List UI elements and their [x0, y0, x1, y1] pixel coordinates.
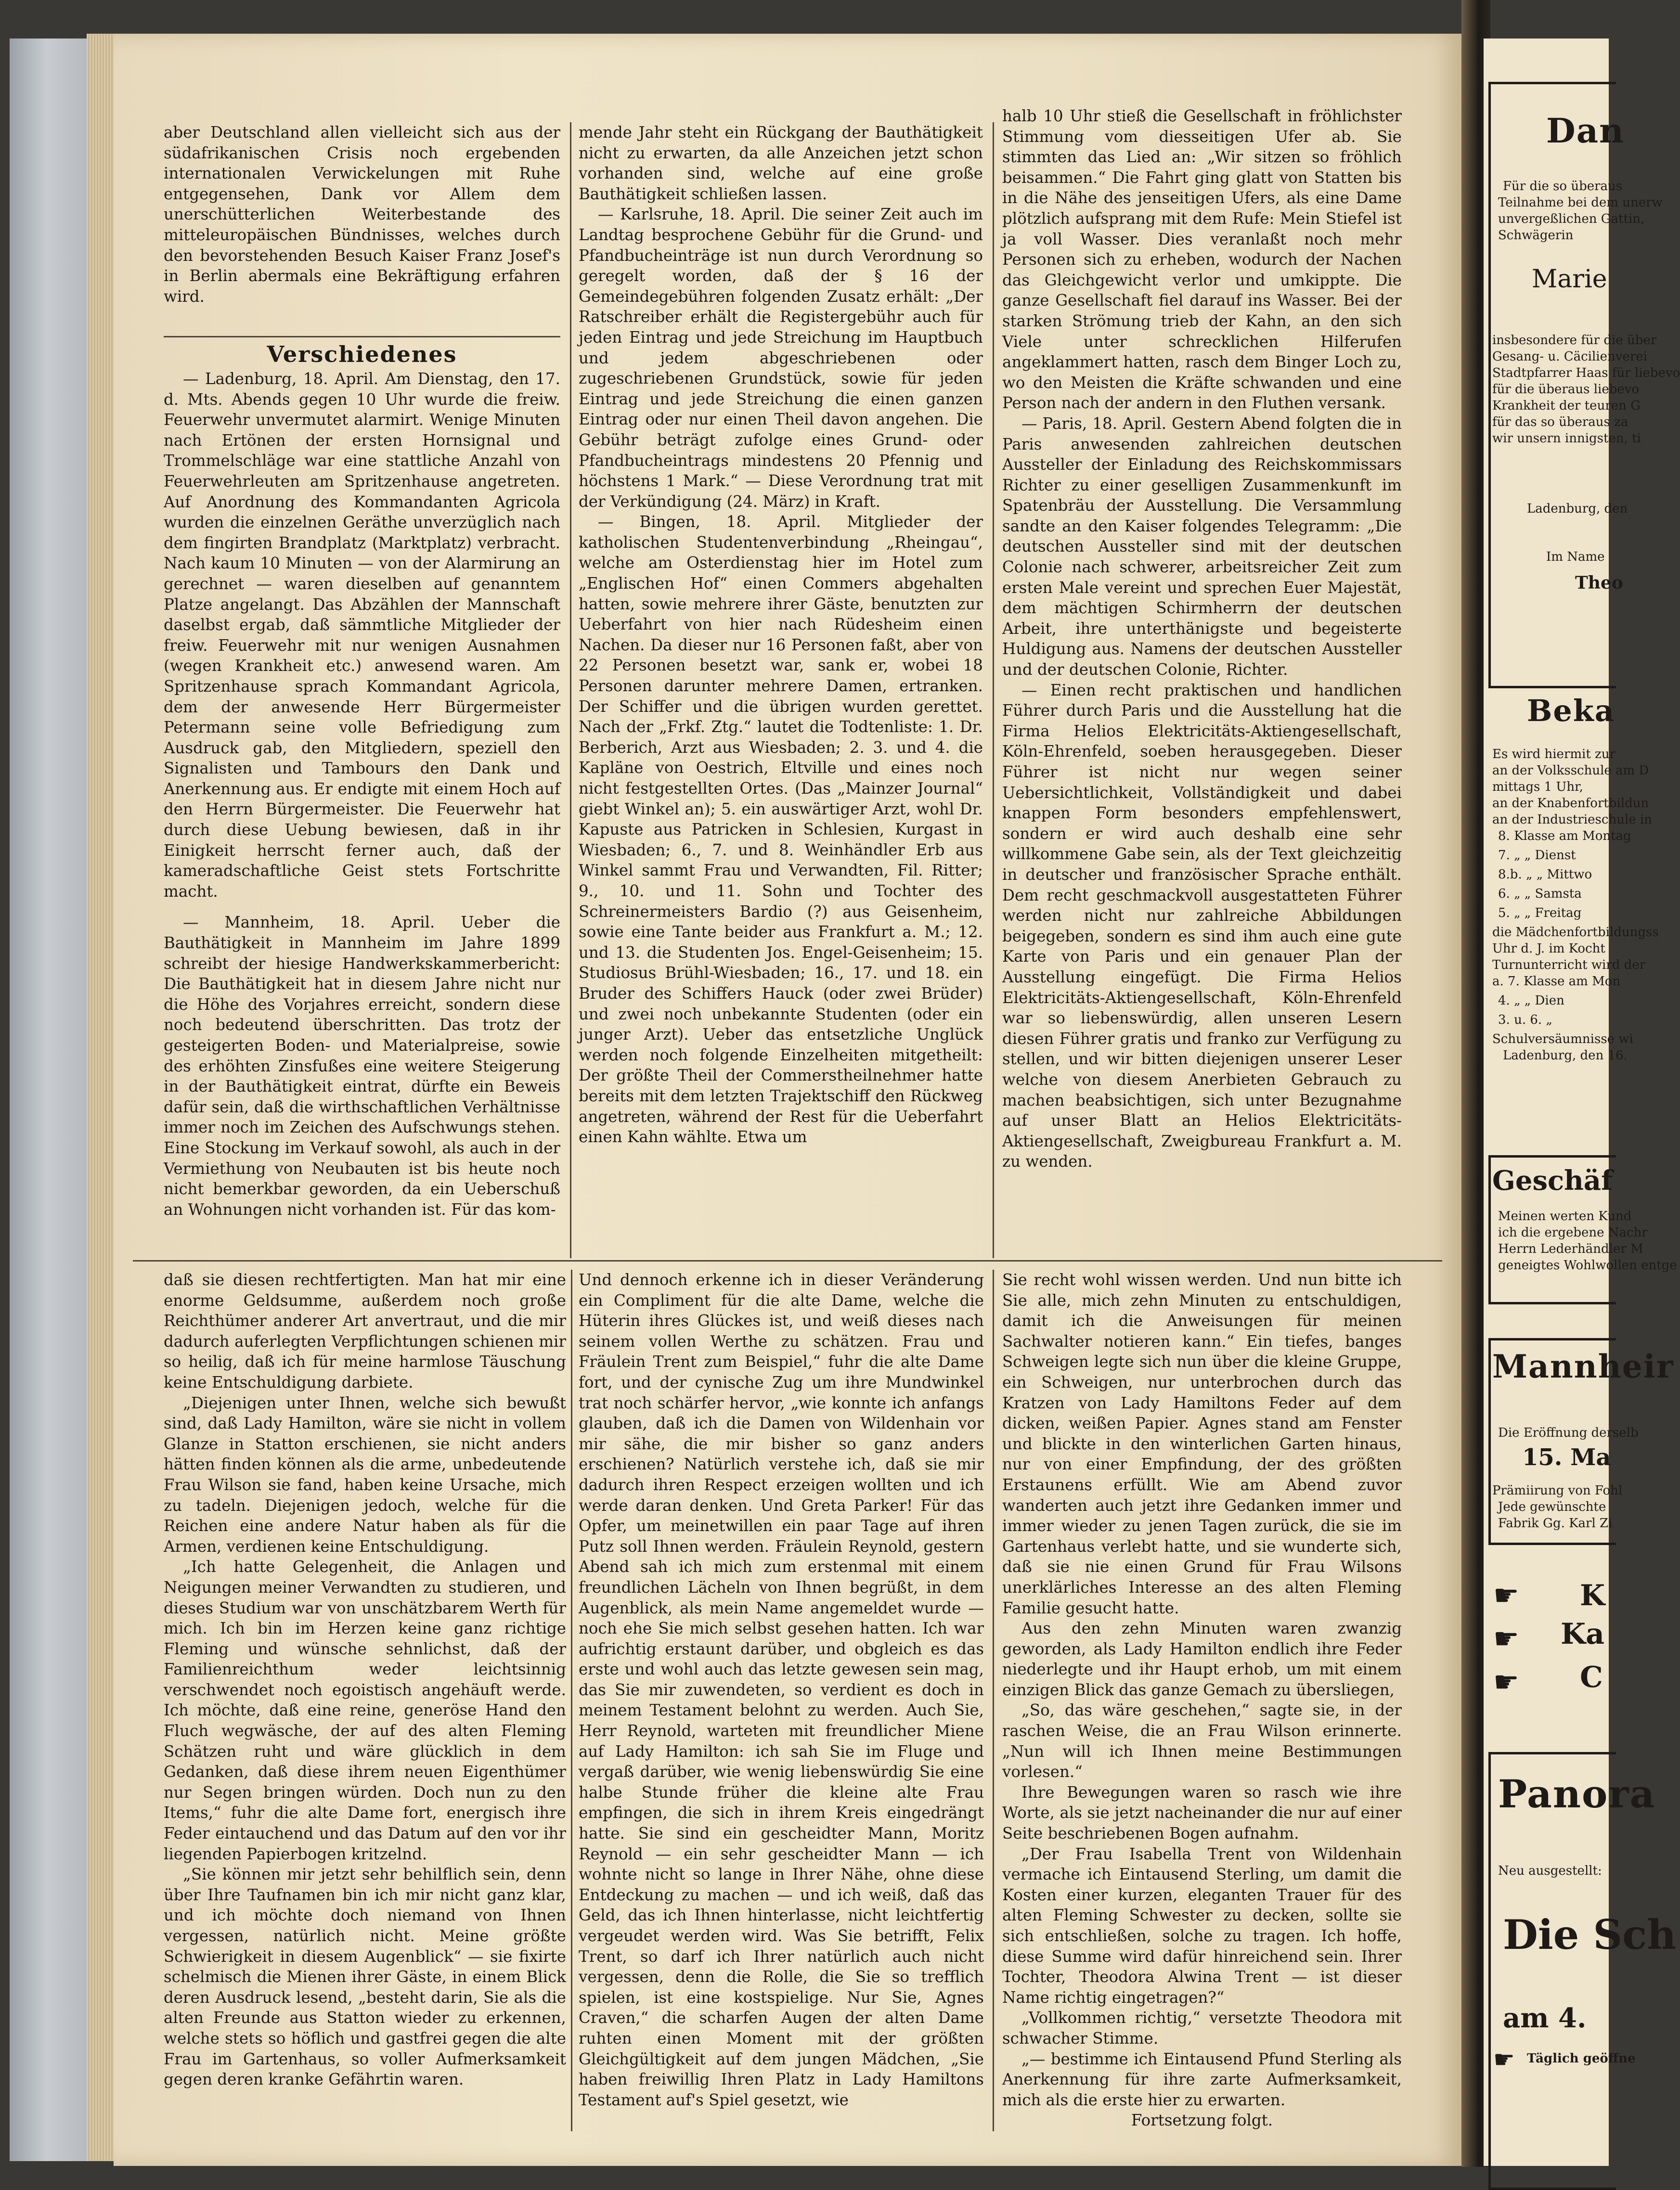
ad-line: 5. „ „ Freitag: [1498, 906, 1582, 920]
novel-paragraph: Sie recht wohl wissen werden. Und nun bitte ich Sie alle, mich zehn Minuten zu entschuldigen, damit ich die Anweisungen für meinen Sachwalter notieren kann.“ Ein tiefes, banges Schweigen legte sich nun über die kleine Gruppe, ein Schweigen, nur unterbrochen durch das Kratzen von Lady Hamiltons Feder auf dem dicken, weißen Papier. Agnes stand am Fenster und blickte in den winterlichen Garten hinaus, nur von einer Empfindung, der des größten Erstaunens erfüllt. Wie am Abend zuvor wanderten auch jetzt ihre Gedanken immer und immer wieder zu jenen Tagen zurück, die sie im Gartenhaus verlebt hatte, und sie wunderte sich, daß sie nie einen Grund für Frau Wilsons unerklärliches Interesse an des alten Fleming Familie gesucht hatte.: [1002, 1271, 1402, 1617]
ad-line: Fabrik Gg. Karl Zi: [1498, 1516, 1613, 1531]
ad-line: geneigtes Wohlwollen entge: [1498, 1258, 1677, 1273]
novel-paragraph: Ihre Bewegungen waren so rasch wie ihre Worte, als sie jetzt nacheinander die nur auf einer Seite beschriebenen Bogen aufnahm.: [1002, 1783, 1402, 1843]
ad-line: Gesang- u. Cäcilienverei: [1492, 349, 1647, 364]
ad-line: Meinen werten Kund: [1498, 1209, 1632, 1224]
newspaper-page: [114, 34, 1461, 2166]
article-helios: — Einen recht praktischen und handlichen Führer durch Paris und die Ausstellung hat die Firma Helios Elektricitäts-Aktiengesellschaft, Köln-Ehrenfeld, soeben herausgegeben. Dieser Führer ist nicht nur wegen seiner Uebersichtlichkeit, Vollständigkeit und dabei knappen Form besonders empfehlenswert, sondern er wird auch deshalb eine sehr willkommene Gabe sein, als der Text gleichzeitig in deutscher und französischer Sprache enthält. Dem recht geschmackvoll ausgestatteten Führer werden nicht nur zahlreiche Abbildungen beigegeben, sondern es sind ihm auch eine gute Karte von Paris und ein genauer Plan der Ausstellung eingefügt. Die Firma Helios Elektricitäts-Aktiengesellschaft, Köln-Ehrenfeld war so liebenswürdig, allen unseren Lesern diesen Führer gratis und franko zur Verfügung zu stellen, und wir bitten diejenigen unserer Leser welche von diesem Anerbieten Gebrauch zu machen beabsichtigen, sich unter Bezugnahme auf unser Blatt an Helios Elektricitäts-Aktiengesellschaft, Zweigbureau Frankfurt a. M. zu wenden.: [1002, 681, 1402, 1171]
ad-pointing-hand-icon: ☛: [1493, 1665, 1519, 1699]
ad-heading-mannheim: Mannheir: [1492, 1348, 1674, 1385]
ad-heading-ka: Ka: [1561, 1617, 1605, 1651]
ad-signature: Theo: [1575, 573, 1623, 593]
ad-date: am 4.: [1503, 2002, 1587, 2034]
column-top-right: [1002, 106, 1402, 1256]
ad-box-panorama: [1488, 1752, 1677, 2190]
ad-line: Ladenburg, den 16.: [1503, 1048, 1628, 1063]
ad-line: an der Industrieschule in: [1492, 812, 1652, 827]
ad-line: Stadtpfarrer Haas für liebevo: [1492, 366, 1680, 380]
ad-heading-k: K: [1580, 1579, 1605, 1612]
ad-heading-geschaeft: Geschäf: [1492, 1165, 1613, 1197]
column-bottom-right: [1002, 1270, 1402, 2136]
ad-line: für die überaus liebevo: [1492, 382, 1640, 397]
section-rule: [164, 336, 560, 337]
section-heading: Verschiedenes: [267, 341, 457, 367]
novel-paragraph: Aus den zehn Minuten waren zwanzig geworden, als Lady Hamilton endlich ihre Feder niederlegte und ihr Haupt erhob, um mit einem einzigen Blick das ganze Gemach zu übersliegen,: [1002, 1619, 1402, 1699]
ad-line: an der Volksschule am D: [1492, 763, 1649, 778]
ad-pointing-hand-icon: ☛: [1493, 1622, 1519, 1656]
novel-paragraph: Und dennoch erkenne ich in dieser Veränderung ein Compliment für die alte Dame, welche die Hüterin ihres Glückes ist, und weiß dieses nach seinem vollen Werthe zu schätzen. Frau und Fräulein Trent zum Beispiel,“ fuhr die alte Dame fort, und der cynische Zug um ihre Mundwinkel trat noch schärfer hervor, „wie konnte ich anfangs glauben, daß ich die Damen von Wildenhain vor mir sähe, die mir bisher so ganz anders erschienen? Natürlich verstehe ich, daß sie mir dadurch ihren Respect erzeigen wollten und ich werde daran denken. Und Greta Parker! Für das Opfer, um meinetwillen ein paar Tage auf ihren Putz soll Ihnen werden. Fräulein Reynold, gestern Abend sah ich mich zum erstenmal mit einem freundlichen Lächeln von Ihnen begrüßt, in dem Augenblick, als mein Name angemeldet wurde — noch ehe Sie mich selbst gesehen hatten. Ich war aufrichtig erstaunt darüber, und obgleich es das erste und wohl auch das letzte gewesen sein mag, das Sie mir zuwendeten, so verdient es doch in meinem Testament belohnt zu werden. Auch Sie, Herr Reynold, warteten mit freundlicher Miene auf Lady Hamilton: ich sah Sie im Fluge und vergaß darüber, wie wenig liebenswürdig Sie eine halbe Stunde früher die kleine alte Frau empfingen, die sich in ihrem Kreis eingedrängt hatte. Sie sind ein gescheidter Mann, Moritz Reynold — ein sehr gescheidter Mann — ich wohnte nicht so lange in Ihrer Nähe, ohne diese Entdeckung zu machen — und ich weiß, daß das Geld, das ich Ihnen hinterlasse, nicht leichtfertig vergeudet werden wird. Was Sie betrifft, Felix Trent, so darf ich Ihrer natürlich auch nicht vergessen, denn die Rolle, die Sie so trefflich spielen, ist eine kostspielige. Nur Sie, Agnes Craven,“ die scharfen Augen der alten Dame ruhten einen Moment mit der größten Gleichgültigkeit auf dem jungen Mädchen, „Sie haben freiwillig Ihren Platz in Lady Hamiltons Testament auf's Spiel gesetzt, wie: [579, 1271, 984, 2109]
column-divider: [993, 1270, 994, 2131]
ad-line: mittags 1 Uhr,: [1492, 780, 1583, 794]
ad-line: Krankheit der teuren G: [1492, 399, 1641, 413]
ad-line: Teilnahme bei dem unerw: [1498, 195, 1663, 210]
ad-line: a. 7. Klasse am Mon: [1492, 974, 1621, 989]
article-karlsruhe: — Karlsruhe, 18. April. Die seiner Zeit auch im Landtag besprochene Gebühr für die Grund- und Pfandbucheinträge ist nun durch Verordnung so geregelt worden, daß der § 16 der Gemeindegebühren folgenden Zusatz erhält: „Der Ratschreiber erhält die Registergebühr auch für jeden Eintrag und jede Streichung im Hauptbuch und jedem abgeschriebenen oder zugeschriebenen Grundstück, sowie für jeden Eintrag und jede Streichung die einen ganzen Eintrag oder nur einen Theil davon angehen. Die Gebühr beträgt zufolge eines Grund- oder Pfandbucheintrags mindestens 20 Pfennig und höchstens 1 Mark.“ — Diese Verordnung trat mit der Verkündigung (24. März) in Kraft.: [579, 205, 983, 511]
ad-title: Die Sch: [1503, 1911, 1677, 1958]
ad-line: Neu ausgestellt:: [1498, 1864, 1602, 1878]
ad-line: Prämiirung von Fohl: [1492, 1483, 1623, 1498]
ad-line: wir unsern innigsten, ti: [1492, 431, 1641, 446]
paragraph: mende Jahr steht ein Rückgang der Bauthätigkeit nicht zu erwarten, da alle Anzeichen jetzt schon vorhanden sind, welche auf eine große Bauthätigkeit schließen lassen.: [579, 123, 983, 203]
novel-paragraph: „So, das wäre geschehen,“ sagte sie, in der raschen Weise, die an Frau Wilson erinnerte. „Nun will ich Ihnen meine Bestimmungen vorlesen.“: [1002, 1701, 1402, 1781]
ad-line: Die Eröffnung derselb: [1498, 1426, 1639, 1440]
paragraph: aber Deutschland allen vielleicht sich aus der südafrikanischen Crisis noch ergebenden internationalen Verwickelungen mit Ruhe entgegensehen, Dank vor Allem dem unerschütterlichen Weiterbestande des mitteleuropäischen Bündnisses, welches durch den bevorstehenden Besuch Kaiser Franz Josef's in Berlin abermals eine Bekräftigung erfahren wird.: [164, 123, 560, 306]
continuation-note: Fortsetzung folgt.: [1131, 2111, 1273, 2130]
article-bingen: — Bingen, 18. April. Mitglieder der katholischen Studentenverbindung „Rheingau“, welche am Osterdienstag hier im Hotel zum „Englischen Hof“ einen Commers abgehalten hatten, sowie mehrere ihrer Gäste, benutzten zur Ueberfahrt von hier nach Rüdesheim einen Nachen. Da dieser nur 16 Personen faßt, aber von 22 Personen besetzt war, sank er, wobei 18 Personen darunter mehrere Damen, ertranken. Der Schiffer und die übrigen wurden gerettet. Nach der „Frkf. Ztg.“ lautet die Todtenliste: 1. Dr. Berberich, Arzt aus Wiesbaden; 2. 3. und 4. die Kapläne von Oestrich, Eltville und eines noch nicht festgestellten Ortes. (Das „Mainzer Journal“ giebt Winkel an); 5. ein auswärtiger Arzt, wohl Dr. Kapuste aus Patricken in Schlesien, Kurgast in Wiesbaden; 6., 7. und 8. Weinhändler Erb aus Winkel sammt Frau und Verwandten, Fil. Ritter; 9., 10. und 11. Sohn und Tochter des Schreinermeisters Bardio (?) aus Geisenheim, sowie eine Tante beider aus Frankfurt a. M.; 12. und 13. die Studenten Jos. Engel-Geisenheim; 15. Studiosus Brühl-Wiesbaden; 16., 17. und 18. ein Bruder des Schiffers Hauck (oder zwei Brüder) und zwei noch unbekannte Studenten (oder ein junger Arzt). Ueber das entsetzliche Unglück werden noch folgende Einzelheiten mitgetheilt: Der größte Theil der Commerstheilnehmer hatte bereits mit dem letzten Trajektschiff den Rückweg angetreten, während der Rest für die Ueberfahrt einen Kahn wählte. Etwa um: [579, 513, 983, 1147]
ad-line: Schwägerin: [1498, 228, 1574, 243]
adjacent-page-ads: [1484, 39, 1680, 2166]
ad-line: Turnunterricht wird der: [1492, 958, 1646, 972]
ad-line: für das so überaus za: [1492, 415, 1628, 429]
column-divider: [570, 122, 571, 1258]
ad-heading-bekanntmachung: Beka: [1527, 693, 1615, 728]
ad-line: Jede gewünschte: [1498, 1500, 1606, 1514]
ad-line: Es wird hiermit zur: [1492, 747, 1615, 761]
ad-line: 6. „ „ Samsta: [1498, 887, 1582, 901]
novel-paragraph: „— bestimme ich Eintausend Pfund Sterling als Anerkennung für ihre zarte Aufmerksamkeit, mich als die erste hier zu erwarten.: [1002, 2049, 1402, 2109]
column-top-left-news: [164, 340, 560, 1235]
column-bottom-middle: [579, 1270, 984, 2136]
ad-heading-dank: Dan: [1546, 111, 1625, 151]
ad-line: 7. „ „ Dienst: [1498, 848, 1576, 863]
ad-line: Für die so überaus: [1503, 179, 1623, 193]
ad-line: ich die ergebene Nachr: [1498, 1225, 1648, 1240]
article-ladenburg: — Ladenburg, 18. April. Am Dienstag, den 17. d. Mts. Abends gegen 10 Uhr wurde die freiw. Feuerwehr unvermutet alarmirt. Wenige Minuten nach Ertönen der ersten Hornsignal und Trommelschläge war eine stattliche Anzahl von Feuerwehrleuten am Spritzenhause angetreten. Auf Anordnung des Kommandanten Agricola wurden die einzelnen Geräthe unverzüglich nach dem fingirten Brandplatz (Marktplatz) verbracht. Nach kaum 10 Minuten — von der Alarmirung an gerechnet — waren dieselben auf genanntem Platze angelangt. Das Abzählen der Mannschaft daselbst ergab, daß sämmtliche Mitglieder der freiw. Feuerwehr mit nur wenigen Ausnahmen (wegen Krankheit etc.) anwesend waren. Am Spritzenhause sprach Kommandant Agricola, dem der anwesende Herr Bürgermeister Petermann seine volle Befriedigung zum Ausdruck gab, den Mitgliedern, speziell den Signalisten und Tambours den Dank und Anerkennung aus. Er endigte mit einem Hoch auf den Herrn Bürgermeister. Die Feuerwehr hat durch diese Uebung bewiesen, daß in ihr Einigkeit herrscht ferner auch, daß der kameradschaftliche Geist stets Fortschritte macht.: [164, 370, 560, 901]
ad-pointing-hand-icon: ☛: [1493, 1579, 1519, 1612]
article-paris: — Paris, 18. April. Gestern Abend folgten die in Paris anwesenden zahlreichen deutschen Aussteller der Einladung des Reichskommissars Richter zu einer geselligen Zusammenkunft im Spatenbräu der Ausstellung. Die Versammlung sandte an den Kaiser folgendes Telegramm: „Die deutschen Aussteller sind mit der deutschen Colonie nach schwerer, arbeitsreicher Zeit zum ersten Male vereint und sprechen Euer Majestät, dem mächtigen Schirmherrn der deutschen Arbeit, ihre unterthänigste und begeisterte Huldigung aus. Namens der deutschen Aussteller und der deutschen Colonie, Richter.: [1002, 414, 1402, 679]
column-top-middle: [579, 122, 983, 1256]
ad-line: unvergeßlichen Gattin,: [1498, 212, 1645, 226]
novel-paragraph: „Vollkommen richtig,“ versetzte Theodora mit schwacher Stimme.: [1002, 2009, 1402, 2048]
column-bottom-left: [164, 1270, 566, 2136]
column-divider: [571, 1270, 572, 2131]
ad-heading-c: C: [1580, 1661, 1603, 1694]
ad-line: Uhr d. J. im Kocht: [1492, 941, 1605, 956]
ad-line: an der Knabenfortbildun: [1492, 796, 1649, 811]
ad-line: Schulversäumnisse wi: [1492, 1032, 1633, 1046]
ad-date: 15. Ma: [1522, 1444, 1611, 1471]
paragraph: halb 10 Uhr stieß die Gesellschaft in fröhlichster Stimmung vom diesseitigen Ufer ab. Sie stimmten das Lied an: „Wir sitzen so fröhlich beisammen.“ Die Fahrt ging glatt von Statten bis in die Nähe des jenseitigen Ufers, als eine Dame plötzlich aufsprang mit dem Rufe: Mein Stiefel ist ja voll Wasser. Dies veranlaßt noch mehr Personen sich zu erheben, wodurch der Nachen das Gleichgewicht verlor und umkippte. Die ganze Gesellschaft fiel darauf ins Wasser. Bei der starken Strömung trieb der Kahn, an den sich Viele unter schrecklichen Hilferufen angeklammert hatten, rasch dem Binger Loch zu, wo den Meisten die Kräfte schwanden und eine Person nach der andern in den Fluthen versank.: [1002, 107, 1402, 412]
page-stack-edge: [87, 34, 116, 2161]
novel-paragraph: „Ich hatte Gelegenheit, die Anlagen und Neigungen meiner Verwandten zu studieren, und dieses Studium war von unschätzbarem Werth für mich. Ich bin im Herzen keine ganz richtige Fleming und wünsche sehnlichst, daß der Familienreichthum weder leichtsinnig verschwendet noch egoistisch angehäuft werde. Ich möchte, daß eine reine, generöse Hand den Fluch wegwäsche, der auf des alten Fleming Schätzen ruht und wäre glücklich in dem Gedanken, daß diese ihrem neuen Eigenthümer nur Segen bringen würden. Doch nun zu den Items,“ fuhr die alte Dame fort, energisch ihre Feder eintauchend und das Datum auf den vor ihr liegenden Papierbogen kritzelnd.: [164, 1558, 566, 1863]
column-divider: [993, 122, 994, 1258]
ad-line: Herrn Lederhändler M: [1498, 1242, 1643, 1256]
column-top-left: [164, 122, 560, 332]
ad-line: 8.b. „ „ Mittwo: [1498, 867, 1592, 882]
novel-paragraph: „Der Frau Isabella Trent von Wildenhain vermache ich Eintausend Sterling, um damit die Kosten einer kurzen, eleganten Trauer für des alten Fleming Schwester zu decken, sollte sie sich entschließen, solche zu tragen. Ich hoffe, diese Summe wird dafür hinreichend sein. Ihrer Tochter, Theodora Alwina Trent — ist dieser Name richtig eingetragen?“: [1002, 1844, 1402, 2007]
ad-line: Täglich geöffne: [1527, 2051, 1636, 2066]
ad-line: insbesondere für die über: [1492, 333, 1657, 348]
article-mannheim: — Mannheim, 18. April. Ueber die Bauthätigkeit in Mannheim im Jahre 1899 schreibt der hiesige Handwerkskammerbericht: Die Bauthätigkeit hat in diesem Jahre nicht nur die Höhe des Vorjahres erreicht, sondern diese noch bedeutend überschritten. Das trotz der gesteigerten Boden- und Materialpreise, sowie des erhöhten Zinsfußes eine weitere Steigerung in der Bauthätigkeit eintrat, dürfte ein Beweis dafür sein, daß die wirthschaftlichen Verhältnisse immer noch im Zeichen des Aufschwungs stehen. Eine Stockung im Verkauf sowohl, als auch in der Vermiethung von Neubauten ist bis heute noch nicht bemerkbar geworden, da ein Ueberschuß an Wohnungen nicht vorhanden ist. Für das kom-: [164, 913, 560, 1219]
ad-line: 4. „ „ Dien: [1498, 993, 1564, 1008]
novel-paragraph: daß sie diesen rechtfertigten. Man hat mir eine enorme Geldsumme, außerdem noch große Reichthümer anderer Art anvertraut, und die mir dadurch auferlegten Verpflichtungen schienen mir so heilig, daß ich für meine harmlose Täuschung keine Entschuldigung darbiete.: [164, 1271, 566, 1391]
novel-paragraph: „Sie können mir jetzt sehr behilflich sein, denn über Ihre Taufnamen bin ich mir nicht ganz klar, und ich möchte doch niemand von Ihnen vergessen, natürlich nicht. Meine größte Schwierigkeit in diesem Augenblick“ — sie fixirte schelmisch die Mienen ihrer Gäste, in einem Blick deren Ausdruck lesend, „besteht darin, Sie als die alten Freunde aus Statton wieder zu erkennen, welche stets so höflich und gastfrei gegen die alte Frau im Gartenhaus, so voller Aufmerksamkeit gegen deren kranke Gefährtin waren.: [164, 1865, 566, 2089]
ad-place: Ladenburg, den: [1527, 502, 1628, 516]
novel-paragraph: „Diejenigen unter Ihnen, welche sich bewußt sind, daß Lady Hamilton, wäre sie nicht in vollem Glanze in Statton erschienen, sie nicht anders hätten finden können als die arme, unbedeutende Frau Wilson sie fand, haben keine Ursache, mich zu tadeln. Diejenigen jedoch, welche für die Reichen eine andere Natur haben als für die Armen, verdienen keine Entschuldigung.: [164, 1393, 566, 1556]
ad-line: die Mädchenfortbildungss: [1492, 925, 1659, 940]
ad-line: 8. Klasse am Montag: [1498, 829, 1631, 843]
ad-line: 3. u. 6. „: [1498, 1013, 1552, 1027]
ad-signature: Im Name: [1546, 550, 1605, 564]
ad-heading-panorama: Panora: [1498, 1771, 1656, 1816]
feuilleton-rule: [133, 1260, 1442, 1262]
ad-pointing-hand-icon: ☛: [1493, 2046, 1515, 2074]
ad-name: Marie: [1532, 265, 1607, 294]
